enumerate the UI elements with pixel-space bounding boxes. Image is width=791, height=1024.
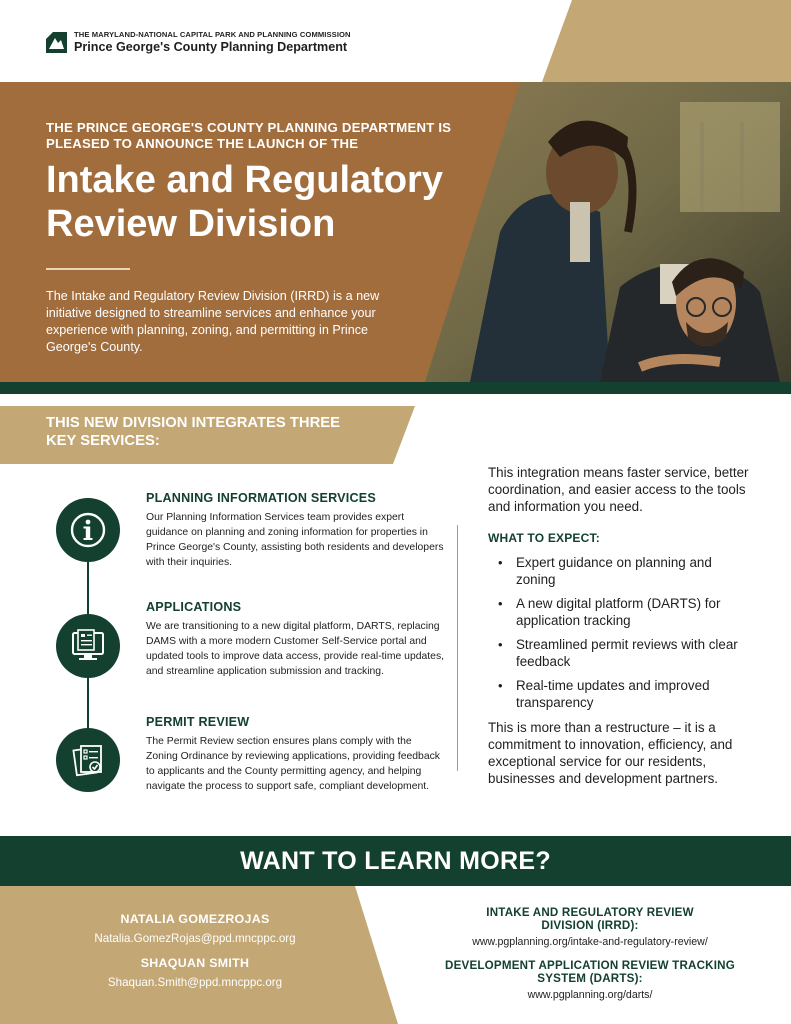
resource-url-link[interactable]: www.pgplanning.org/darts/	[527, 989, 653, 1001]
list-item: • Expert guidance on planning and zoning	[492, 554, 752, 588]
expect-heading: WHAT TO EXPECT:	[488, 531, 600, 545]
hero-banner	[0, 82, 791, 382]
contact-card	[50, 912, 340, 947]
organization-logo	[46, 30, 351, 54]
expect-list	[492, 554, 752, 718]
contact-name: SHAQUAN SMITH	[140, 956, 250, 970]
mncppc-logo-icon	[46, 32, 67, 53]
department-name: Prince George's County Planning Department	[74, 40, 348, 54]
list-item: • A new digital platform (DARTS) for application tracking	[492, 595, 752, 629]
hero-kicker: THE PRINCE GEORGE'S COUNTY PLANNING DEPARTMENT IS PLEASED TO ANNOUNCE THE LAUNCH OF THE	[46, 120, 452, 151]
cta-band	[0, 836, 791, 886]
service-icon-circle	[56, 498, 120, 562]
service-title: PLANNING INFORMATION SERVICES	[146, 491, 376, 505]
hero-divider	[46, 268, 130, 270]
closing-text: This is more than a restructure – it is a commitment to innovation, efficiency, and exceptional service for our residents, businesses and development partners.	[488, 720, 733, 786]
resource-link-block	[410, 906, 770, 949]
cta-heading: WANT TO LEARN MORE?	[240, 846, 551, 875]
contact-name: NATALIA GOMEZROJAS	[120, 912, 270, 926]
service-description: The Permit Review section ensures plans comply with the Zoning Ordinance by reviewing applications, providing feedback to applicants and the County permitting agency, and helping navigate the process to support safe, compliant development.	[146, 736, 440, 792]
list-item: • Real-time updates and improved transparency	[492, 677, 752, 711]
services-heading: THIS NEW DIVISION INTEGRATES THREE KEY SERVICES:	[46, 415, 341, 449]
service-title: APPLICATIONS	[146, 600, 242, 614]
hero-intro: The Intake and Regulatory Review Division (IRRD) is a new initiative designed to streamline services and enhance your experience with planning, zoning, and permitting in Prince George's County.	[46, 289, 380, 354]
resource-link-block	[410, 959, 770, 1002]
service-icon-circle	[56, 728, 120, 792]
resource-url-link[interactable]: www.pgplanning.org/intake-and-regulatory-review/	[472, 936, 708, 948]
resource-title: DEVELOPMENT APPLICATION REVIEW TRACKING SYSTEM (DARTS):	[445, 959, 735, 985]
service-icon-circle	[56, 614, 120, 678]
list-item: • Streamlined permit reviews with clear feedback	[492, 636, 752, 670]
service-description: Our Planning Information Services team provides expert guidance on planning and zoning information for properties in Prince George's County, assisting both residents and developers with their inquiries.	[146, 512, 444, 568]
permit-documents-icon	[68, 740, 108, 780]
column-divider	[457, 525, 458, 771]
contact-email-link[interactable]: Shaquan.Smith@ppd.mncppc.org	[107, 976, 283, 989]
contact-email-link[interactable]: Natalia.GomezRojas@ppd.mncppc.org	[94, 932, 296, 945]
service-title: PERMIT REVIEW	[146, 715, 250, 729]
integration-text: This integration means faster service, better coordination, and easier access to the tools and information you need.	[488, 465, 749, 514]
service-description: We are transitioning to a new digital platform, DARTS, replacing DAMS with a more modern Customer Self-Service portal and updated tools to improve data access, provide real-time updates, and streamline application submission and tracking.	[146, 621, 445, 677]
application-screen-icon	[68, 626, 108, 666]
contact-card	[50, 956, 340, 991]
info-icon	[68, 510, 108, 550]
hero-bottom-band	[0, 382, 791, 394]
resource-title: INTAKE AND REGULATORY REVIEW DIVISION (IRRD):	[486, 906, 694, 932]
page-title: Intake and Regulatory Review Division	[46, 159, 443, 245]
commission-name: THE MARYLAND-NATIONAL CAPITAL PARK AND PLANNING COMMISSION	[74, 30, 351, 39]
